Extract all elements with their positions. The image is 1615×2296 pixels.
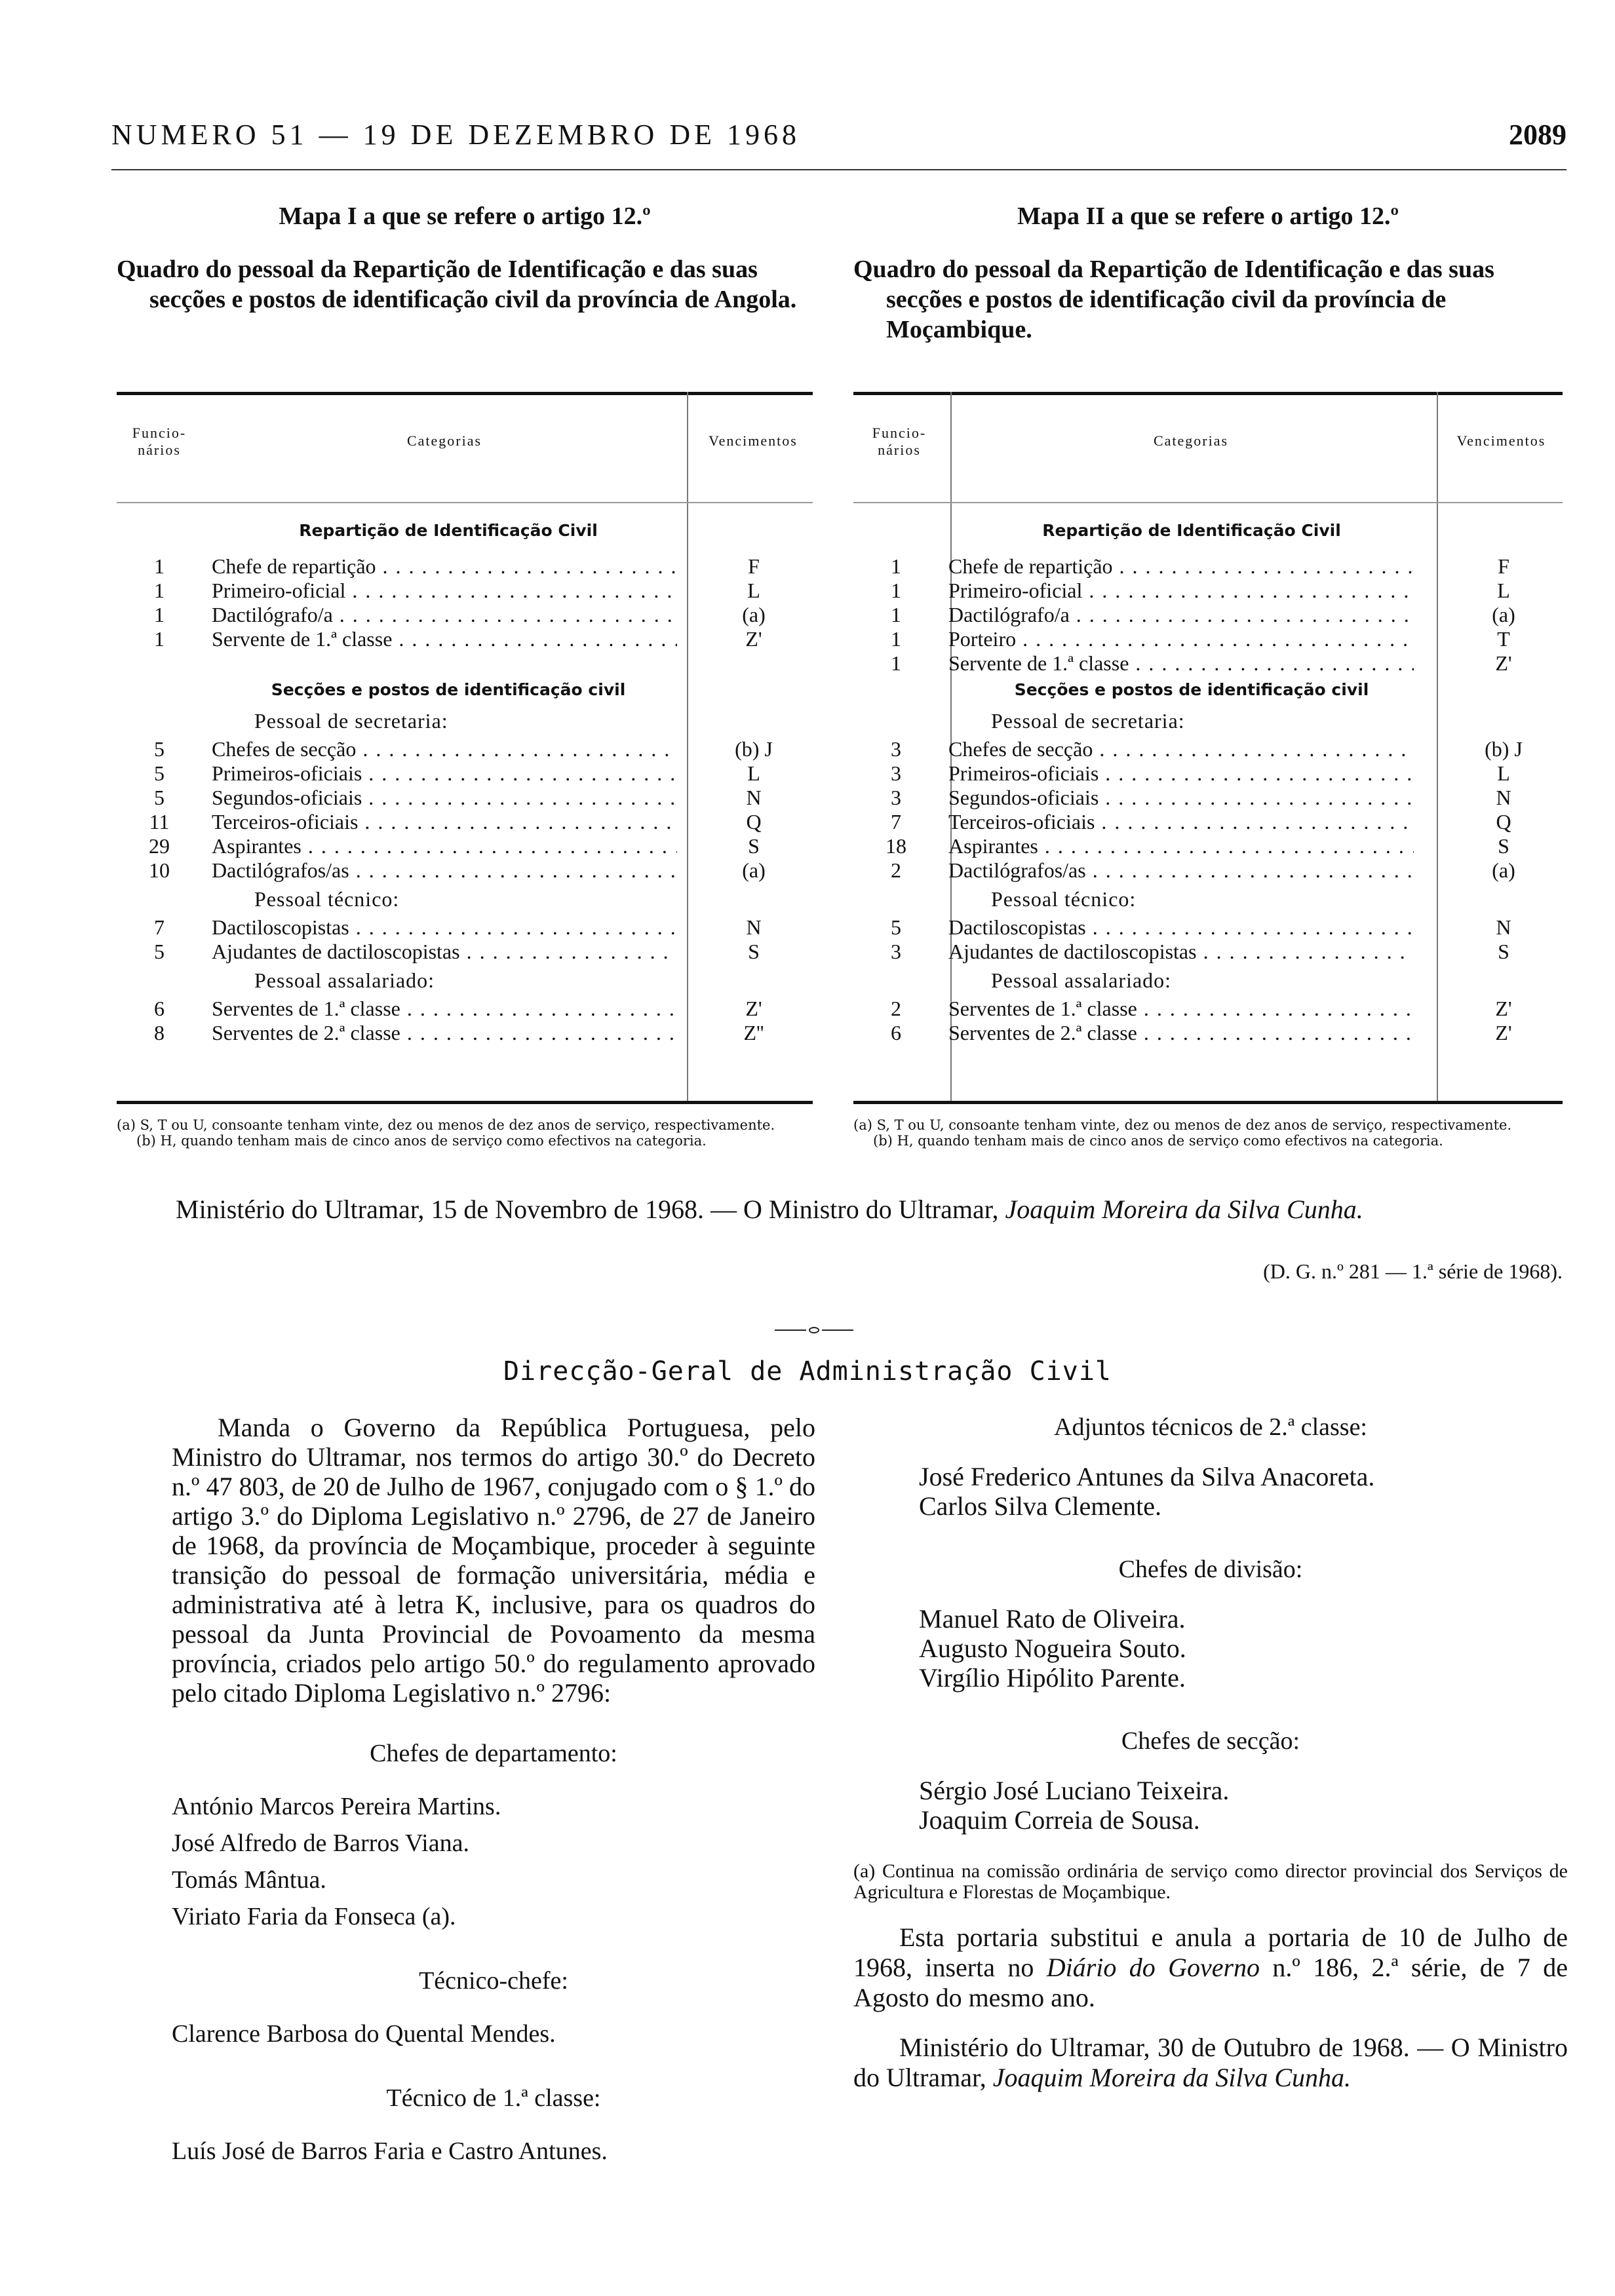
dg-reference: (D. G. n.º 281 — 1.ª série de 1968). bbox=[1263, 1259, 1563, 1283]
table-row: 2 Serventes de 1.ª classe . . . Z' bbox=[853, 997, 1563, 1021]
list-item: Carlos Silva Clemente. bbox=[919, 1491, 1161, 1521]
table-row: 10 Dactilógrafos/as . . . (a) bbox=[117, 858, 813, 883]
table-row: 3 Ajudantes de dactiloscopistas . . . S bbox=[853, 940, 1563, 964]
list-item: Sérgio José Luciano Teixeira. bbox=[919, 1776, 1230, 1805]
sub-tecnico: Pessoal técnico: bbox=[254, 887, 400, 911]
mapa-ii-notes bbox=[853, 1118, 1563, 1148]
closing-paragraph: Ministério do Ultramar, 30 de Outubro de 1968. — O Ministro do Ultramar, Joaquim Moreira da Silva Cunha. bbox=[853, 2033, 1568, 2092]
mapa-ii-heading: Mapa II a que se refere o artigo 12.º bbox=[1017, 202, 1399, 230]
list-item: Manuel Rato de Oliveira. bbox=[919, 1604, 1186, 1634]
table-row: 1 Chefe de repartição . . . F bbox=[117, 554, 813, 579]
table-row: 1 Porteiro . . . T bbox=[853, 627, 1563, 651]
col-categorias: Categorias bbox=[406, 432, 482, 449]
col-vencimentos: Vencimentos bbox=[1456, 432, 1546, 449]
list-item: Augusto Nogueira Souto. bbox=[919, 1634, 1186, 1663]
mapa-ii bbox=[853, 197, 1563, 1149]
note-b: (b) H, quando tenham mais de cinco anos de serviço como efectivos na categoria. bbox=[873, 1133, 1443, 1149]
sub-secretaria: Pessoal de secretaria: bbox=[991, 709, 1185, 733]
table-row: 1 Servente de 1.ª classe . . . Z' bbox=[853, 651, 1563, 676]
sub-assalariado: Pessoal assalariado: bbox=[254, 968, 435, 992]
note-a: (a) S, T ou U, consoante tenham vinte, dez ou menos de dez anos de serviço, respectivamente. bbox=[853, 1117, 1512, 1133]
table-row: 1 Chefe de repartição . . . F bbox=[853, 554, 1563, 579]
running-header bbox=[111, 115, 1566, 155]
table-row: 8 Serventes de 2.ª classe . . . Z'' bbox=[117, 1021, 813, 1045]
table-row: 5 Primeiros-oficiais . . . L bbox=[117, 761, 813, 786]
body-right bbox=[853, 1413, 1568, 2093]
mapa-i-description: Quadro do pessoal da Repartição de Identificação e das suas secções e postos de identificação civil da província de Angola. bbox=[117, 256, 797, 313]
section-reparticao: Repartição de Identificação Civil bbox=[1042, 521, 1341, 540]
mapa-i-table bbox=[117, 392, 813, 1113]
table-row: 5 Segundos-oficiais . . . N bbox=[117, 786, 813, 810]
col-categorias: Categorias bbox=[1153, 432, 1229, 449]
table-row: 6 Serventes de 2.ª classe . . . Z' bbox=[853, 1021, 1563, 1045]
sub-secretaria: Pessoal de secretaria: bbox=[254, 709, 448, 733]
intro-paragraph: Manda o Governo da República Portuguesa, pelo Ministro do Ultramar, nos termos do artigo 30.º do Decreto n.º 47 803, de 20 de Julho de 1967, conjugado com o § 1.º do artigo 3.º do Diploma Legislativo n.º 2796, de 27 de Janeiro de 1968, da província de Moçambique, proceder à seguinte transição do pessoal de formação universitária, média e administrativa até à letra K, inclusive, para os quadros do pessoal da Junta Provincial de Povoamento da mesma província, criados pelo artigo 50.º do regulamento aprovado pelo citado Diploma Legislativo n.º 2796: bbox=[172, 1413, 815, 1708]
section-seccoes: Secções e postos de identificação civil bbox=[271, 680, 626, 699]
sub-tecnico: Pessoal técnico: bbox=[991, 887, 1137, 911]
page-number: 2089 bbox=[1509, 119, 1566, 151]
sub-assalariado: Pessoal assalariado: bbox=[991, 968, 1172, 992]
head-tecnico-1: Técnico de 1.ª classe: bbox=[386, 2084, 601, 2112]
section-seccoes: Secções e postos de identificação civil bbox=[1014, 680, 1369, 699]
mapa-i bbox=[117, 197, 813, 1149]
head-tecnico-chefe: Técnico-chefe: bbox=[419, 1967, 568, 1995]
table-rule-head bbox=[853, 502, 1563, 503]
table-row: 5 Dactiloscopistas . . . N bbox=[853, 915, 1563, 940]
table-rule-top bbox=[853, 392, 1563, 395]
list-item: Luís José de Barros Faria e Castro Antunes. bbox=[172, 2137, 608, 2165]
section-reparticao: Repartição de Identificação Civil bbox=[299, 521, 598, 540]
table-row: 1 Primeiro-oficial . . . L bbox=[853, 579, 1563, 603]
mapa-i-rows bbox=[117, 516, 813, 1045]
col-vencimentos: Vencimentos bbox=[709, 432, 798, 449]
head-seccao: Chefes de secção: bbox=[1121, 1727, 1300, 1755]
mapa-ii-table bbox=[853, 392, 1563, 1113]
table-row: 1 Servente de 1.ª classe . . . Z' bbox=[117, 627, 813, 651]
body-left bbox=[172, 1413, 815, 2170]
table-row: 18 Aspirantes . . . S bbox=[853, 834, 1563, 858]
issue-date: NUMERO 51 — 19 DE DEZEMBRO DE 1968 bbox=[111, 119, 800, 151]
portaria-paragraph: Esta portaria substitui e anula a portaria de 10 de Julho de 1968, inserta no Diário do Governo n.º 186, 2.ª série, de 7 de Agosto do mesmo ano. bbox=[853, 1923, 1568, 2012]
head-divisao: Chefes de divisão: bbox=[1118, 1556, 1303, 1583]
table-rule-head bbox=[117, 502, 813, 503]
footnote-a: (a) Continua na comissão ordinária de serviço como director provincial dos Serviços de Agricultura e Florestas de Moçambique. bbox=[853, 1860, 1568, 1903]
table-row: 7 Terceiros-oficiais . . . Q bbox=[853, 810, 1563, 834]
list-item: José Alfredo de Barros Viana. bbox=[172, 1829, 469, 1857]
signature-text: Ministério do Ultramar, 15 de Novembro de 1968. — O Ministro do Ultramar, bbox=[176, 1195, 999, 1224]
table-rule-bottom bbox=[117, 1101, 813, 1104]
list-item: Viriato Faria da Fonseca (a). bbox=[172, 1903, 456, 1930]
header-rule bbox=[111, 169, 1566, 170]
list-item: Joaquim Correia de Sousa. bbox=[919, 1805, 1200, 1835]
mapa-i-notes bbox=[117, 1118, 813, 1148]
table-rule-top bbox=[117, 392, 813, 395]
table-row: 6 Serventes de 1.ª classe . . . Z' bbox=[117, 997, 813, 1021]
list-item: José Frederico Antunes da Silva Anacoreta. bbox=[919, 1462, 1375, 1491]
mapa-i-heading: Mapa I a que se refere o artigo 12.º bbox=[279, 202, 651, 230]
diario-do-governo: Diário do Governo bbox=[1046, 1953, 1260, 1982]
section-title: Direcção-Geral de Administração Civil bbox=[503, 1356, 1112, 1387]
signature-line bbox=[117, 1191, 1563, 1228]
closing-minister-name: Joaquim Moreira da Silva Cunha. bbox=[992, 2063, 1352, 2092]
table-row: 3 Primeiros-oficiais . . . L bbox=[853, 761, 1563, 786]
table-row: 1 Dactilógrafo/a . . . (a) bbox=[117, 603, 813, 627]
table-row: 3 Segundos-oficiais . . . N bbox=[853, 786, 1563, 810]
table-row: 11 Terceiros-oficiais . . . Q bbox=[117, 810, 813, 834]
list-item: Tomás Mântua. bbox=[172, 1866, 326, 1894]
table-row: 1 Dactilógrafo/a . . . (a) bbox=[853, 603, 1563, 627]
table-rule-bottom bbox=[853, 1101, 1563, 1104]
note-b: (b) H, quando tenham mais de cinco anos de serviço como efectivos na categoria. bbox=[136, 1133, 707, 1149]
table-row: 5 Chefes de secção . . . (b) J bbox=[117, 737, 813, 761]
table-row: 29 Aspirantes . . . S bbox=[117, 834, 813, 858]
head-adjuntos: Adjuntos técnicos de 2.ª classe: bbox=[1054, 1413, 1367, 1441]
note-a: (a) S, T ou U, consoante tenham vinte, dez ou menos de dez anos de serviço, respectivamente. bbox=[117, 1117, 775, 1133]
head-departamento: Chefes de departamento: bbox=[370, 1740, 617, 1767]
list-item: António Marcos Pereira Martins. bbox=[172, 1793, 501, 1820]
table-row: 5 Ajudantes de dactiloscopistas . . . S bbox=[117, 940, 813, 964]
table-row: 3 Chefes de secção . . . (b) J bbox=[853, 737, 1563, 761]
col-funcionarios: Funcio- nários bbox=[872, 425, 927, 458]
list-item: Clarence Barbosa do Quental Mendes. bbox=[172, 2020, 556, 2048]
section-divider bbox=[775, 1324, 853, 1337]
mapa-ii-description: Quadro do pessoal da Repartição de Identificação e das suas secções e postos de identificação civil da província de Moçambique. bbox=[853, 256, 1494, 343]
table-row: 1 Primeiro-oficial . . . L bbox=[117, 579, 813, 603]
table-row: 7 Dactiloscopistas . . . N bbox=[117, 915, 813, 940]
mapa-ii-rows bbox=[853, 516, 1563, 1045]
col-funcionarios: Funcio- nários bbox=[132, 425, 187, 458]
table-row: 2 Dactilógrafos/as . . . (a) bbox=[853, 858, 1563, 883]
minister-name: Joaquim Moreira da Silva Cunha. bbox=[1005, 1195, 1363, 1224]
list-item: Virgílio Hipólito Parente. bbox=[919, 1663, 1186, 1693]
